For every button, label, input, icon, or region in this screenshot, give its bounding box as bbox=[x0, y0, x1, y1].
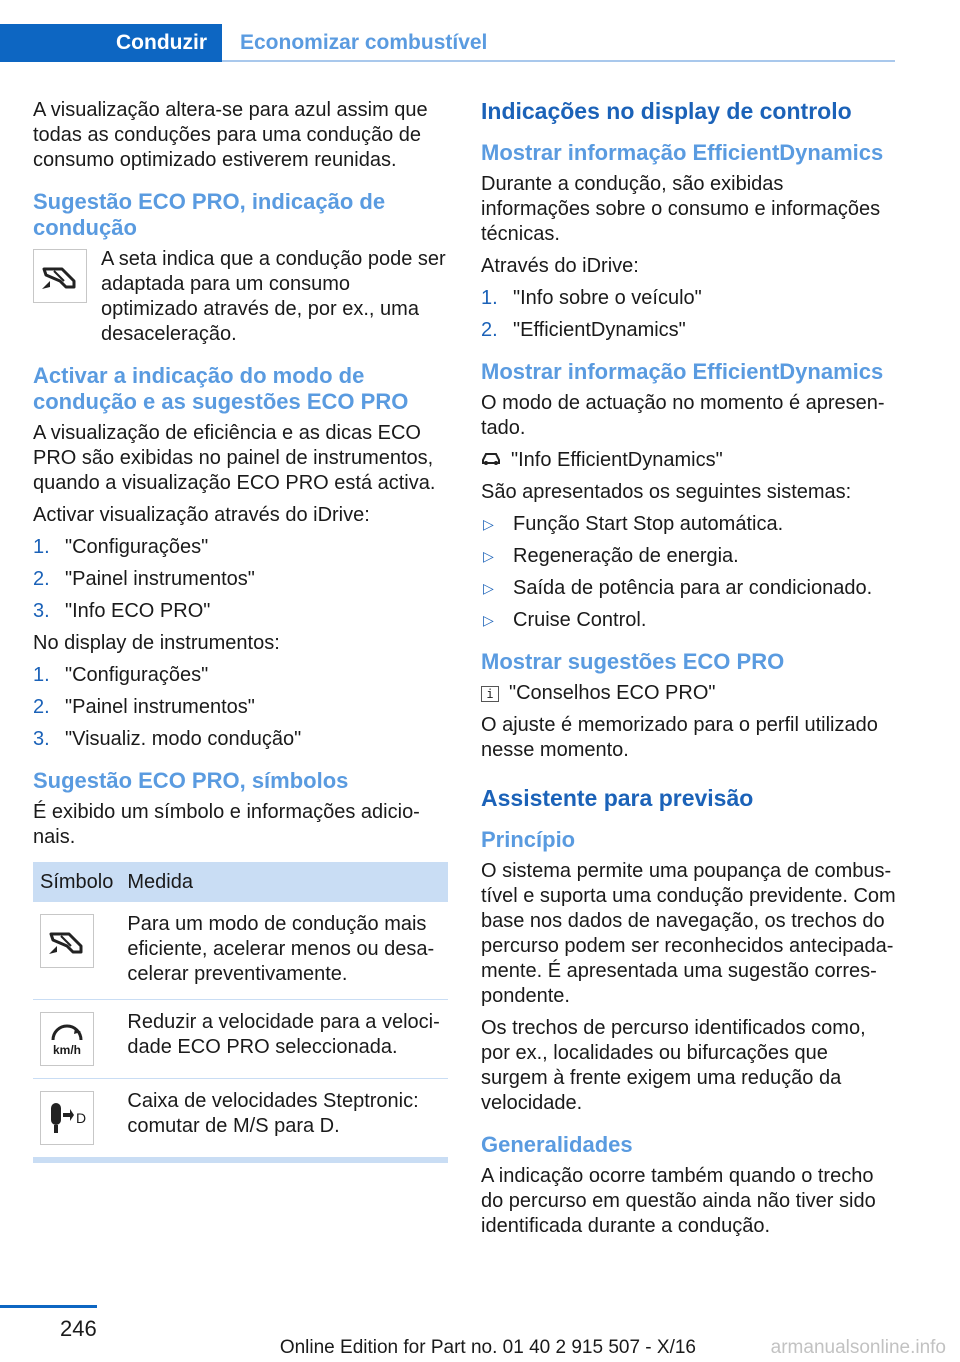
heading-show-info-1: Mostrar informação EfficientDynamics bbox=[481, 140, 884, 165]
system-text: Cruise Control. bbox=[513, 609, 647, 631]
principle-paragraph-2: Os trechos de percurso identificados como, por ex., localidades ou bifurcações que surgem à frente exigem uma redução da velocidade. bbox=[481, 1017, 866, 1114]
info2-menu-line bbox=[481, 448, 897, 473]
bullet-triangle-icon: ▷ bbox=[483, 580, 494, 596]
kmh-label: km/h bbox=[52, 1042, 81, 1057]
bullet-triangle-icon: ▷ bbox=[483, 548, 494, 564]
table-row bbox=[33, 1079, 448, 1158]
system-text: Regeneração de energia. bbox=[513, 545, 739, 567]
system-text: Saída de potência para ar condicionado. bbox=[513, 577, 873, 599]
table-row bbox=[33, 1000, 448, 1079]
heading-activate: Activar a indicação do modo de condução e as sugestões ECO PRO bbox=[33, 363, 409, 414]
step-number: 3. bbox=[33, 728, 50, 750]
watermark: armanualsonline.info bbox=[770, 1337, 946, 1358]
list-item bbox=[481, 608, 897, 633]
steps-list-idrive bbox=[33, 535, 451, 624]
step-text: "Info ECO PRO" bbox=[65, 600, 211, 622]
list-item bbox=[33, 599, 451, 624]
step-number: 2. bbox=[33, 696, 50, 718]
step-text: "Configurações" bbox=[65, 536, 209, 558]
foot-pedal-icon bbox=[40, 914, 94, 968]
system-text: Função Start Stop automática. bbox=[513, 513, 784, 535]
page-header bbox=[0, 0, 895, 62]
list-item bbox=[33, 535, 451, 560]
list-item bbox=[33, 663, 451, 688]
info1-paragraph: Durante a condução, são exibidas informações sobre o consumo e informações técnicas. bbox=[481, 173, 881, 245]
table-bottom-rule bbox=[33, 1158, 448, 1163]
step-text: "Visualiz. modo condução" bbox=[65, 728, 302, 750]
step-text: "Painel instrumentos" bbox=[65, 568, 255, 590]
list-item bbox=[481, 286, 897, 311]
heading-control-display: Indicações no display de controlo bbox=[481, 98, 852, 124]
heading-principle: Princípio bbox=[481, 827, 576, 852]
list-item bbox=[481, 512, 897, 537]
list-item bbox=[33, 567, 451, 592]
display-label: No display de instrumentos: bbox=[33, 632, 280, 654]
table-header-symbol: Símbolo bbox=[33, 862, 120, 902]
info-icon: i bbox=[481, 686, 499, 702]
drive-suggestion-row bbox=[33, 247, 451, 347]
heading-symbols: Sugestão ECO PRO, símbolos bbox=[33, 768, 349, 793]
step-number: 1. bbox=[33, 664, 50, 686]
footer-rule bbox=[0, 1305, 97, 1308]
tips-menu-text: "Conselhos ECO PRO" bbox=[509, 682, 716, 704]
symbols-paragraph: É exibido um símbolo e informações adicio‐nais. bbox=[33, 801, 420, 848]
section-tab: Economizar combustível bbox=[240, 31, 488, 54]
steps-list-vehicle-info bbox=[481, 286, 897, 343]
heading-show-tips: Mostrar sugestões ECO PRO bbox=[481, 649, 785, 674]
section-tab-active: Conduzir bbox=[0, 24, 222, 62]
intro-paragraph: A visualização altera-se para azul assim que todas as conduções para uma condução de consumo optimizado estiverem reunidas. bbox=[33, 99, 428, 171]
gear-d-label: D bbox=[75, 1110, 87, 1126]
bullet-triangle-icon: ▷ bbox=[483, 516, 494, 532]
step-number: 1. bbox=[481, 287, 498, 309]
tips-paragraph: O ajuste é memorizado para o perfil utilizado nesse momento. bbox=[481, 714, 878, 761]
right-column bbox=[481, 98, 897, 1246]
list-item bbox=[481, 576, 897, 601]
left-column bbox=[33, 98, 451, 1163]
info2-menu-text: "Info EfficientDynamics" bbox=[511, 449, 723, 471]
kmh-gauge-icon bbox=[40, 1012, 94, 1066]
step-number: 2. bbox=[481, 319, 498, 341]
heading-assistant: Assistente para previsão bbox=[481, 785, 754, 811]
steps-list-display bbox=[33, 663, 451, 752]
list-item bbox=[481, 318, 897, 343]
step-number: 1. bbox=[33, 536, 50, 558]
header-divider bbox=[222, 60, 895, 62]
activate-paragraph: A visualização de eficiência e as dicas ECO PRO são exibidas no painel de instrumentos, quando a visualização ECO PRO está activa. bbox=[33, 422, 436, 494]
systems-label: São apresentados os seguintes sistemas: bbox=[481, 481, 852, 503]
step-number: 3. bbox=[33, 600, 50, 622]
drive-suggestion-text: A seta indica que a condução pode ser adaptada para um consumo optimizado através de, por ex., uma desaceleração. bbox=[101, 248, 446, 345]
info2-paragraph: O modo de actuação no momento é apresen‐tado. bbox=[481, 392, 885, 439]
symbols-table bbox=[33, 862, 448, 1158]
step-text: "EfficientDynamics" bbox=[513, 319, 686, 341]
page-number: 246 bbox=[60, 1316, 97, 1341]
list-item bbox=[33, 695, 451, 720]
heading-drive-suggestion: Sugestão ECO PRO, indicação de condução bbox=[33, 189, 386, 240]
step-text: "Painel instrumentos" bbox=[65, 696, 255, 718]
edition-note: Online Edition for Part no. 01 40 2 915 507 - X/16 bbox=[279, 1337, 696, 1358]
step-number: 2. bbox=[33, 568, 50, 590]
bullet-triangle-icon: ▷ bbox=[483, 612, 494, 628]
step-text: "Configurações" bbox=[65, 664, 209, 686]
measure-cell: Reduzir a velocidade para a veloci‐dade ECO PRO seleccionada. bbox=[120, 1000, 448, 1079]
table-header-measure: Medida bbox=[120, 862, 448, 902]
principle-paragraph-1: O sistema permite uma poupança de combus‐tível e suporta uma condução previdente. Com base nos dados de navegação, os trechos do percurso podem ser reconhecidos antecipada‐mente. É apresentada uma sugestão corres‐pondente. bbox=[481, 860, 896, 1007]
systems-list bbox=[481, 512, 897, 633]
measure-cell: Caixa de velocidades Steptronic: comutar de M/S para D. bbox=[120, 1079, 448, 1158]
measure-cell: Para um modo de condução mais eficiente, acelerar menos ou desa‐celerar preventivamente. bbox=[120, 902, 448, 1000]
list-item bbox=[33, 727, 451, 752]
tips-menu-line bbox=[481, 681, 897, 706]
gear-selector-icon bbox=[40, 1091, 94, 1145]
car-icon bbox=[481, 448, 501, 473]
foot-pedal-icon bbox=[33, 249, 87, 303]
info1-idrive: Através do iDrive: bbox=[481, 255, 639, 277]
activate-idrive: Activar visualização através do iDrive: bbox=[33, 504, 370, 526]
heading-show-info-2: Mostrar informação EfficientDynamics bbox=[481, 359, 884, 384]
general-paragraph: A indicação ocorre também quando o trecho do percurso em questão ainda não tiver sido identificada durante a condução. bbox=[481, 1165, 876, 1237]
heading-general: Generalidades bbox=[481, 1132, 633, 1157]
table-row bbox=[33, 902, 448, 1000]
list-item bbox=[481, 544, 897, 569]
step-text: "Info sobre o veículo" bbox=[513, 287, 702, 309]
